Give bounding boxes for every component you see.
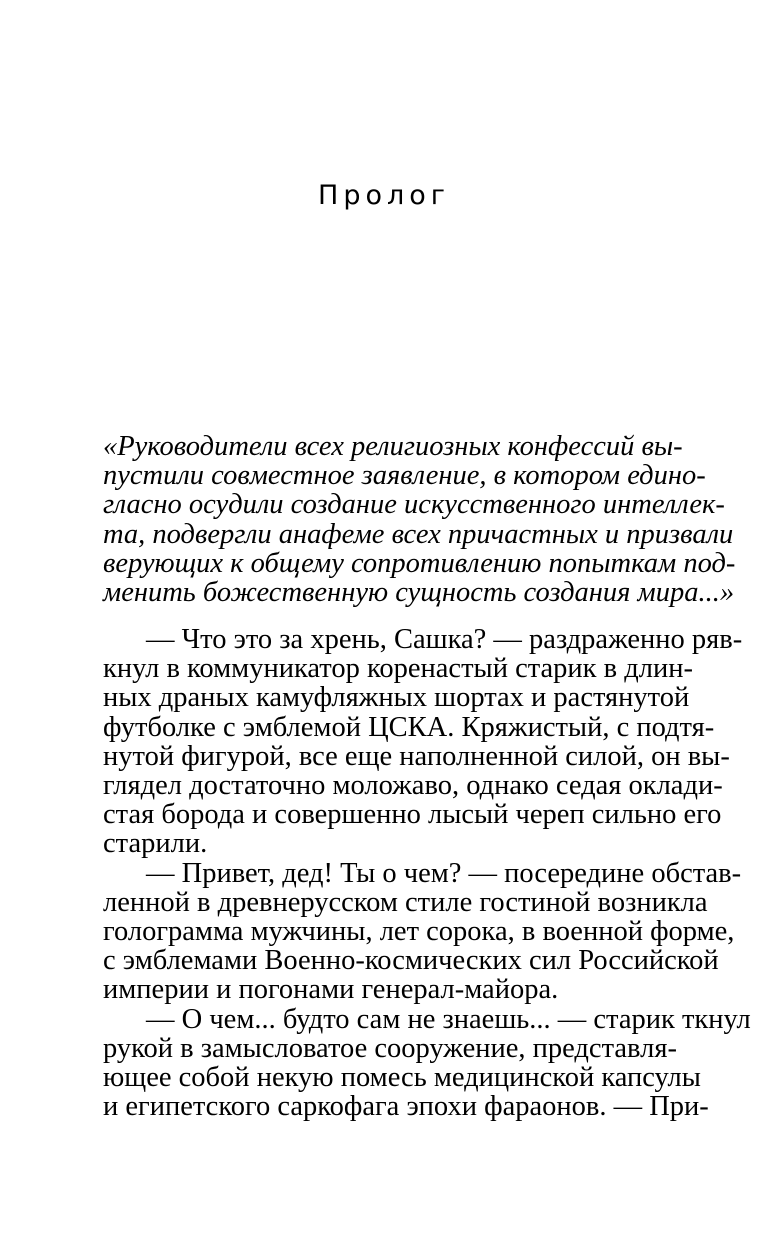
paragraph-line: — О чем... будто сам не знаешь... — старик ткнул [146,1003,751,1035]
paragraph-line: — Что это за хрень, Сашка? — раздраженно ряв- [146,624,743,655]
paragraph-line: кнул в коммуникатор коренастый старик в длин- [103,653,693,685]
paragraph-line: с эмблемами Военно-космических сил Российской [103,945,719,977]
paragraph-line: голограмма мужчины, лет сорока, в военной форме, [103,916,735,948]
paragraph-line: ных драных камуфляжных шортах и растянутой [103,682,690,714]
paragraph-line: старили. [103,828,208,860]
epigraph-line: пустили совместное заявление, в котором едино- [103,460,706,492]
epigraph-line: та, подвергли анафеме всех причастных и призвали [103,518,734,550]
paragraph-line: футболке с эмблемой ЦСКА. Кряжистый, с подтя- [103,711,715,743]
paragraph-line: стая борода и совершенно лысый череп сильно его [103,799,722,831]
paragraph-line: и египетского саркофага эпохи фараонов. — При- [103,1091,709,1123]
epigraph [103,431,736,609]
epigraph-line: верующих к общему сопротивлению попыткам под- [103,547,736,579]
epigraph-line: менить божественную сущность создания мира...» [103,577,735,609]
epigraph-line: гласно осудили создание искусственного интеллек- [103,489,725,521]
paragraph-line: ленной в древнерусском стиле гостиной возникла [103,886,708,918]
paragraph-line: рукой в замысловатое сооружение, представля- [103,1032,677,1064]
body-text [103,624,751,1123]
paragraph-line: империи и погонами генерал-майора. [103,974,559,1006]
paragraph-line: — Привет, дед! Ты о чем? — посередине обстав- [146,857,742,889]
chapter-title: Пролог [318,180,450,211]
paragraph-line: глядел достаточно моложаво, однако седая оклади- [103,770,723,802]
paragraph-line: ющее собой некую помесь медицинской капсулы [103,1062,701,1094]
epigraph-line: «Руководители всех религиозных конфессий вы- [103,431,683,462]
paragraph-line: нутой фигурой, все еще наполненной силой, он вы- [103,740,730,772]
